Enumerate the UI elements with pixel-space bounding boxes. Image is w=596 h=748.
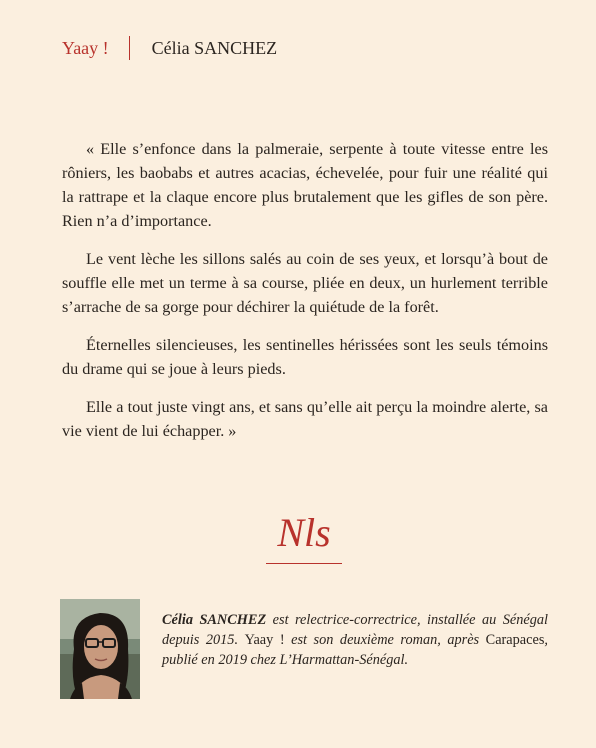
- header-divider: [129, 36, 130, 60]
- bio-previous-book-title: Carapaces: [485, 632, 545, 648]
- logo-underline: [266, 563, 342, 564]
- excerpt: [62, 137, 548, 457]
- publisher-logo-text: Nls: [277, 510, 331, 555]
- bio-text: est son deuxième roman, après: [291, 632, 486, 648]
- excerpt-paragraph: « Elle s’enfonce dans la palmeraie, serpente à toute vitesse entre les rôniers, les baobabs et autres acacias, échevelée, pour fuir une réalité qui la rattrape et la claque encore plus brutalement que les gifles de son père. Rien n’a d’importance.: [62, 140, 548, 230]
- excerpt-paragraph: Elle a tout juste vingt ans, et sans qu’elle ait perçu la moindre alerte, sa vie vient de lui échapper. »: [62, 398, 548, 440]
- author-photo: [60, 599, 140, 699]
- bio-book-title: Yaay !: [244, 632, 292, 648]
- excerpt-paragraph: Éternelles silencieuses, les sentinelles hérissées sont les seuls témoins du drame qui se joue à leurs pieds.: [62, 336, 548, 378]
- bio-text: est relectrice-correctrice, installée au Sénégal depuis 2015.: [162, 612, 548, 648]
- bio-text: , publié en 2019 chez L’Harmattan-Sénégal.: [162, 632, 548, 668]
- book-title: Yaay !: [62, 37, 109, 58]
- author-portrait-image: [60, 599, 140, 699]
- author-bio: [162, 610, 548, 670]
- header-author: Célia SANCHEZ: [151, 37, 278, 58]
- publisher-logo: [264, 506, 344, 562]
- page-header: [62, 36, 277, 60]
- excerpt-paragraph: Le vent lèche les sillons salés au coin de ses yeux, et lorsqu’à bout de souffle elle met un terme à sa course, pliée en deux, un hurlement terrible s’arrache de sa gorge pour déchirer la quiétude de la forêt.: [62, 250, 548, 316]
- bio-author-name: Célia SANCHEZ: [162, 612, 267, 628]
